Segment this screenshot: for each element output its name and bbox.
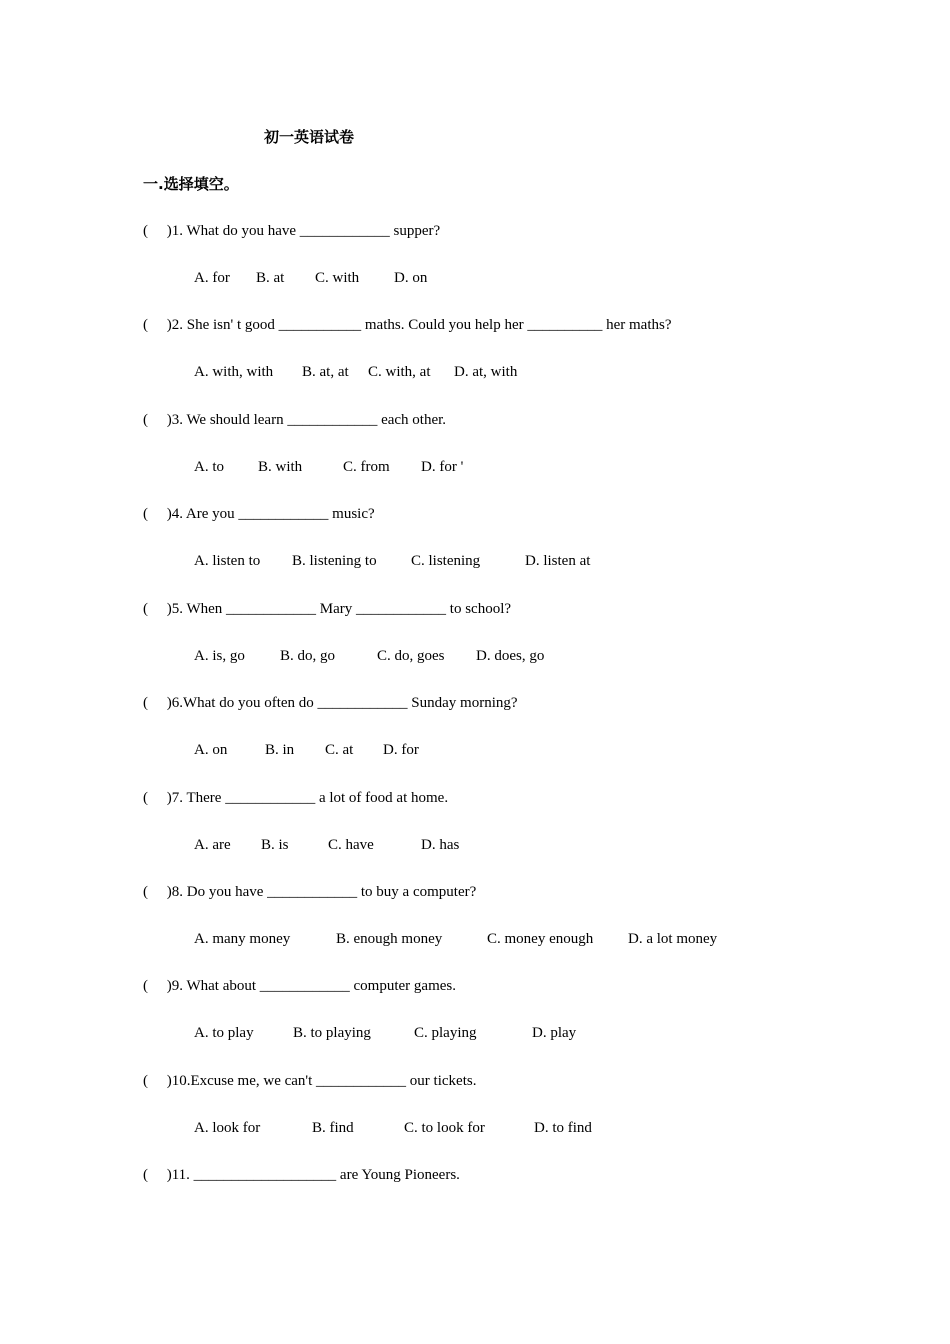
question-4-stem: ( )4. Are you ____________ music? xyxy=(143,506,375,522)
option-d: D. for xyxy=(383,742,419,758)
option-b: B. is xyxy=(261,837,289,853)
option-a: A. look for xyxy=(194,1120,261,1136)
option-a: A. listen to xyxy=(194,553,261,569)
option-d: D. at, with xyxy=(454,364,518,380)
document-title: 初一英语试卷 xyxy=(264,128,355,146)
option-b: B. enough money xyxy=(336,931,443,947)
question-2-stem: ( )2. She isn' t good ___________ maths. Could you help her __________ her maths? xyxy=(143,317,672,333)
option-b: B. with xyxy=(258,459,303,475)
option-c: C. money enough xyxy=(487,931,594,947)
question-5-options xyxy=(194,646,794,666)
question-1-stem: ( )1. What do you have ____________ supper? xyxy=(143,223,441,239)
option-a: A. to xyxy=(194,459,224,475)
question-1-options xyxy=(194,268,794,288)
question-4-options xyxy=(194,551,794,571)
option-d: D. does, go xyxy=(476,648,545,664)
option-c: C. from xyxy=(343,459,390,475)
option-c: C. with, at xyxy=(368,364,431,380)
option-d: D. for ' xyxy=(421,459,464,475)
option-a: A. on xyxy=(194,742,228,758)
option-c: C. have xyxy=(328,837,374,853)
option-c: C. playing xyxy=(414,1025,477,1041)
option-a: A. for xyxy=(194,270,230,286)
option-d: D. has xyxy=(421,837,460,853)
option-b: B. at xyxy=(256,270,285,286)
option-b: B. in xyxy=(265,742,295,758)
option-c: C. to look for xyxy=(404,1120,485,1136)
option-c: C. with xyxy=(315,270,360,286)
question-10-options xyxy=(194,1118,794,1138)
question-6-options xyxy=(194,740,794,760)
option-b: B. do, go xyxy=(280,648,336,664)
question-7-stem: ( )7. There ____________ a lot of food at home. xyxy=(143,790,449,806)
option-b: B. at, at xyxy=(302,364,349,380)
question-9-stem: ( )9. What about ____________ computer games. xyxy=(143,978,456,994)
option-c: C. do, goes xyxy=(377,648,445,664)
option-a: A. to play xyxy=(194,1025,254,1041)
option-d: D. a lot money xyxy=(628,931,718,947)
option-b: B. listening to xyxy=(292,553,377,569)
question-5-stem: ( )5. When ____________ Mary ____________ to school? xyxy=(143,601,512,617)
question-6-stem: ( )6.What do you often do ____________ Sunday morning? xyxy=(143,695,518,711)
option-a: A. with, with xyxy=(194,364,274,380)
question-8-stem: ( )8. Do you have ____________ to buy a computer? xyxy=(143,884,477,900)
section-heading: 一.选择填空。 xyxy=(143,175,239,193)
option-d: D. on xyxy=(394,270,428,286)
option-b: B. find xyxy=(312,1120,354,1136)
option-a: A. many money xyxy=(194,931,291,947)
question-10-stem: ( )10.Excuse me, we can't ____________ our tickets. xyxy=(143,1073,477,1089)
option-d: D. listen at xyxy=(525,553,591,569)
question-2-options xyxy=(194,362,794,382)
option-d: D. play xyxy=(532,1025,577,1041)
question-9-options xyxy=(194,1023,794,1043)
option-c: C. listening xyxy=(411,553,481,569)
question-8-options xyxy=(194,929,794,949)
question-3-options xyxy=(194,457,794,477)
option-a: A. are xyxy=(194,837,231,853)
question-7-options xyxy=(194,835,794,855)
option-b: B. to playing xyxy=(293,1025,371,1041)
question-11-stem: ( )11. ___________________ are Young Pioneers. xyxy=(143,1167,460,1183)
option-d: D. to find xyxy=(534,1120,592,1136)
option-a: A. is, go xyxy=(194,648,245,664)
option-c: C. at xyxy=(325,742,354,758)
question-3-stem: ( )3. We should learn ____________ each other. xyxy=(143,412,447,428)
